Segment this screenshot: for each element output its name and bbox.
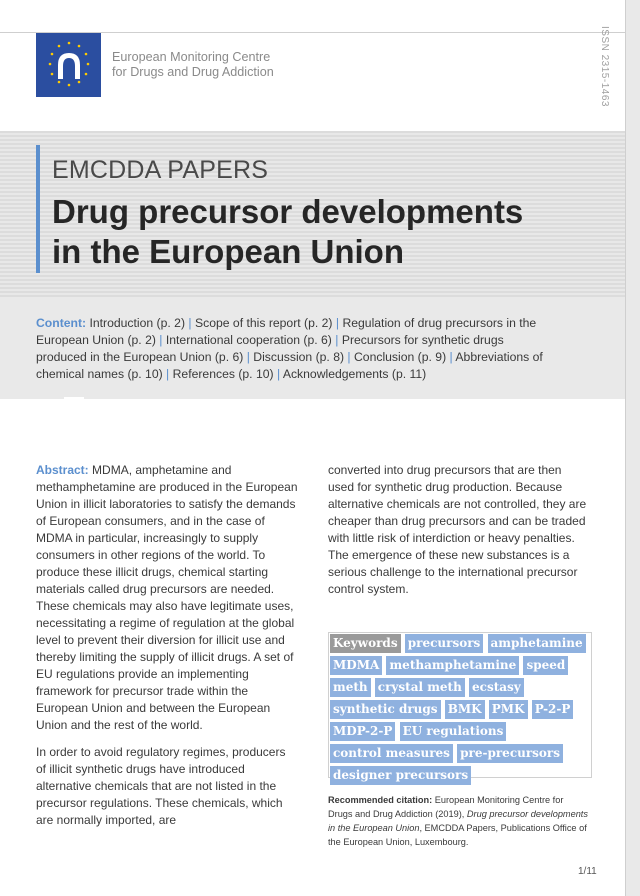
citation-label: Recommended citation: <box>328 795 433 805</box>
keyword-tag: control measures <box>330 744 453 763</box>
page-edge <box>625 0 640 896</box>
toc-item: Regulation of drug precursors in the European Union (p. 2) <box>36 316 537 347</box>
contents-label: Content: <box>36 316 87 330</box>
title-line-1: Drug precursor developments <box>52 193 524 230</box>
issn-label: ISSN 2315-1463 <box>599 26 610 107</box>
keyword-tag: crystal meth <box>375 678 465 697</box>
keyword-tag: MDP-2-P <box>330 722 395 741</box>
abstract-text-1: MDMA, amphetamine and methamphetamine are produced in the European Union in illicit laboratories to satisfy the demands of European consumers, and in the case of MDMA in particular, increasingly to supply consumers in other regions of the world. To produce these illicit drugs, chemical starting materials called drug precursors are needed. These chemicals may also have legitimate uses, necessitating a regime of regulation at the global level to prevent their diversion for illicit use and thereby limiting the supply of illicit drugs. A set of EU regulations provide an implementing framework for precursor trade within the European Union and between the European Union and the rest of the world. <box>36 463 298 732</box>
abstract-left-column <box>36 462 298 839</box>
abstract-paragraph-3: converted into drug precursors that are then used for synthetic drug production. Because alternative chemicals are not controlled, they are cheaper than drug precursors and can be traded with little risk of interdiction or heavy penalties. The emergence of these new substances is a serious challenge to the international precursor control system. <box>328 463 587 596</box>
keyword-tag: meth <box>330 678 371 697</box>
title-line-2: in the European Union <box>52 233 404 270</box>
keyword-tag: methamphetamine <box>386 656 519 675</box>
keyword-tag: BMK <box>445 700 485 719</box>
org-line-2: for Drugs and Drug Addiction <box>112 65 274 79</box>
toc-item: Precursors for synthetic drugs produced in the European Union (p. 6) <box>36 333 504 364</box>
citation-title: Drug precursor developments in the European Union <box>328 809 588 833</box>
keyword-tag: precursors <box>405 634 484 653</box>
emcdda-logo <box>36 33 101 97</box>
keyword-tag: designer precursors <box>330 766 471 785</box>
org-line-1: European Monitoring Centre <box>112 50 271 64</box>
keywords-label: Keywords <box>330 634 401 653</box>
document-title <box>52 192 523 272</box>
citation-text-2: , EMCDDA Papers, Publications Office of the European Union, Luxembourg. <box>328 823 587 847</box>
abstract-label: Abstract: <box>36 463 89 477</box>
recommended-citation <box>328 793 590 849</box>
toc-item: Conclusion (p. 9) <box>354 350 447 364</box>
keyword-tag: speed <box>523 656 568 675</box>
toc-item: International cooperation (p. 6) <box>165 333 332 347</box>
table-of-contents: Content: Introduction (p. 2) | Scope of this report (p. 2) | Regulation of drug precursors in the European Union (p. 2) | International cooperation (p. 6) | Precursors for synthetic drugs produced in the European Union (p. 6) | Discussion (p. 8) | Conclusion (p. 9) | Abbreviations of chemical names (p. 10) | References (p. 10) | Acknowledgements (p. 11) <box>36 316 543 381</box>
series-label: EMCDDA PAPERS <box>52 156 269 184</box>
keyword-tag: pre-precursors <box>457 744 563 763</box>
toc-item: References (p. 10) <box>172 367 274 381</box>
keyword-tag: ecstasy <box>469 678 524 697</box>
abstract-right-column <box>328 462 590 608</box>
keywords-list <box>330 634 592 788</box>
page-number: 1/11 <box>578 866 597 877</box>
toc-item: Acknowledgements (p. 11) <box>282 367 427 381</box>
title-accent-bar <box>36 145 40 273</box>
toc-item: Abbreviations of chemical names (p. 10) <box>36 350 543 381</box>
keyword-tag: amphetamine <box>488 634 586 653</box>
toc-item: Scope of this report (p. 2) <box>194 316 333 330</box>
toc-item: Introduction (p. 2) <box>89 316 186 330</box>
toc-item: Discussion (p. 8) <box>253 350 345 364</box>
organisation-name <box>112 50 274 80</box>
abstract-paragraph-2: In order to avoid regulatory regimes, producers of illicit synthetic drugs have introduced alternative chemicals that are not listed in the precursor regulations. These chemicals, which are normally imported, are <box>36 745 286 827</box>
keyword-tag: P-2-P <box>532 700 574 719</box>
keyword-tag: MDMA <box>330 656 382 675</box>
citation-text-1: European Monitoring Centre for Drugs and Drug Addiction (2019), <box>328 795 564 819</box>
keyword-tag: EU regulations <box>400 722 507 741</box>
keyword-tag: PMK <box>489 700 528 719</box>
abstract-paragraph-1 <box>36 462 298 734</box>
contents-tab-mark <box>64 397 84 400</box>
keyword-tag: synthetic drugs <box>330 700 441 719</box>
